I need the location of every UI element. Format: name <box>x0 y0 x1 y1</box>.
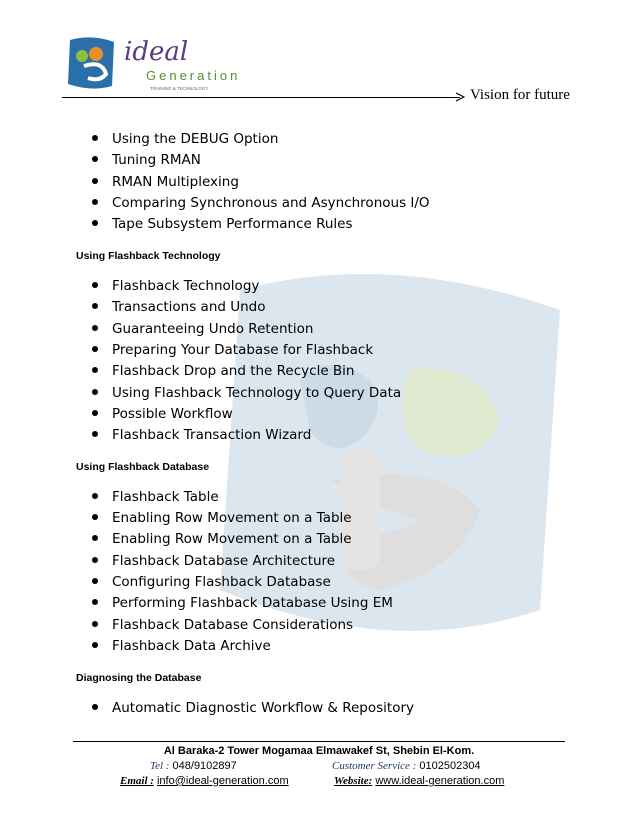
list-item: Automatic Diagnostic Workflow & Repository <box>92 699 414 717</box>
tel-label: Tel : <box>150 760 170 772</box>
customer-service-value: 0102502304 <box>419 760 481 772</box>
list-item: Flashback Database Considerations <box>92 616 353 634</box>
list-item: Configuring Flashback Database <box>92 573 331 591</box>
tel-value: 048/9102897 <box>172 760 237 772</box>
footer-email <box>120 775 289 787</box>
customer-service-label: Customer Service : <box>332 760 417 772</box>
list-item: Preparing Your Database for Flashback <box>92 341 373 359</box>
list-item: Guaranteeing Undo Retention <box>92 320 313 338</box>
footer-tel <box>150 760 237 772</box>
list-item: Comparing Synchronous and Asynchronous I/O <box>92 194 430 212</box>
list-item: Possible Workflow <box>92 405 233 423</box>
list-item: Flashback Technology <box>92 277 259 295</box>
email-label: Email : <box>120 775 154 787</box>
list-item: Transactions and Undo <box>92 298 266 316</box>
list-item: Flashback Transaction Wizard <box>92 426 311 444</box>
logo-word: ideal <box>124 37 189 67</box>
list-item: Flashback Data Archive <box>92 637 271 655</box>
list-item: Enabling Row Movement on a Table <box>92 509 352 527</box>
logo-sub: Generation <box>146 68 241 83</box>
website-link[interactable]: www.ideal-generation.com <box>375 775 505 787</box>
list-item: Flashback Table <box>92 488 219 506</box>
footer-website <box>334 775 504 787</box>
list-item: Performing Flashback Database Using EM <box>92 594 393 612</box>
list-item: Enabling Row Movement on a Table <box>92 530 352 548</box>
email-link[interactable]: info@ideal-generation.com <box>156 775 289 787</box>
section-heading: Diagnosing the Database <box>76 672 202 684</box>
list-item: Flashback Drop and the Recycle Bin <box>92 362 355 380</box>
list-item: Flashback Database Architecture <box>92 552 335 570</box>
logo-tagline: TRAINING & TECHNOLOGY <box>150 86 209 91</box>
website-label: Website: <box>334 775 373 787</box>
section-heading: Using Flashback Technology <box>76 250 221 262</box>
header-tagline: Vision for future <box>470 87 570 103</box>
section-heading: Using Flashback Database <box>76 461 210 473</box>
list-item: Tuning RMAN <box>92 151 201 169</box>
list-item: Using Flashback Technology to Query Data <box>92 384 401 402</box>
footer-address: Al Baraka-2 Tower Mogamaa Elmawakef St, Shebin El-Kom. <box>163 745 475 757</box>
list-item: Using the DEBUG Option <box>92 130 278 148</box>
list-item: RMAN Multiplexing <box>92 173 239 191</box>
footer-divider <box>73 741 565 742</box>
list-item: Tape Subsystem Performance Rules <box>92 215 353 233</box>
footer-customer-service <box>332 760 481 772</box>
